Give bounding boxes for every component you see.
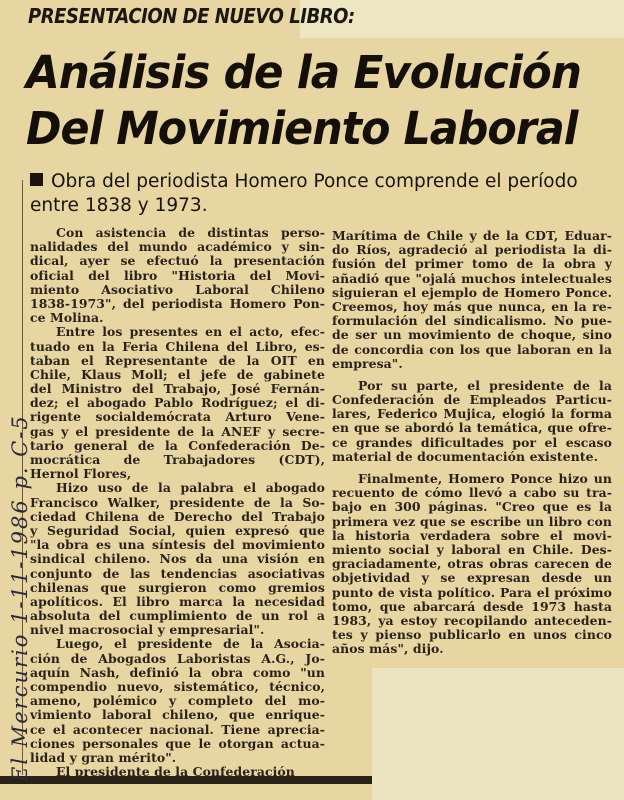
- text-line: "la obra es una síntesis del movimiento: [30, 538, 325, 553]
- text-line: dical, ayer se efectuó la presentación: [30, 254, 325, 269]
- text-line: tomo, que abarcará desde 1973 hasta: [332, 599, 612, 614]
- text-line: Chile, Klaus Moll; el jefe de gabinete: [30, 367, 325, 382]
- text-line: taban el Representante de la OIT en: [30, 353, 325, 368]
- text-line: Con asistencia de distintas perso-: [56, 226, 325, 240]
- text-line: ciedad Chilena de Derecho del Trabajo: [30, 509, 325, 524]
- article-paragraph: [332, 379, 612, 464]
- text-line: recuento de cómo llevó a cabo su tra-: [332, 486, 612, 501]
- text-line: gas y el presidente de la ANEF y secre-: [30, 424, 325, 439]
- text-line: ce grandes dificultades por el escaso: [332, 435, 612, 450]
- text-line: chilenas que surgieron como gremios: [30, 580, 325, 595]
- text-line: nivel macrosocial y empresarial".: [30, 623, 265, 638]
- text-line: miento Asociativo Laboral Chileno: [30, 282, 325, 297]
- article-paragraph: [332, 472, 612, 656]
- text-line: y Seguridad Social, quien expresó que: [30, 523, 325, 538]
- square-bullet-icon: [30, 173, 43, 186]
- text-line: ameno, polémico y completo del mo-: [30, 694, 325, 709]
- text-line: años más", dijo.: [332, 642, 444, 657]
- text-line: primera vez que se escribe un libro con: [332, 514, 612, 529]
- text-line: ce Molina.: [30, 311, 104, 326]
- blank-paper-area: [372, 668, 624, 800]
- headline-line-1: Análisis de la Evolución: [26, 46, 581, 99]
- text-line: tes y pienso publicarlo en unos cinco: [332, 628, 612, 643]
- text-line: 1983, ya estoy recopilando anteceden-: [332, 613, 612, 628]
- text-line: Francisco Walker, presidente de la So-: [30, 495, 325, 510]
- text-line: fusión del primer tomo de la obra y: [332, 257, 612, 272]
- text-line: tario general de la Confederación De-: [30, 438, 325, 453]
- text-line: punto de vista político. Para el próximo: [332, 585, 612, 600]
- text-line: compendio nuevo, sistemático, técnico,: [30, 680, 325, 694]
- text-line: lares, Federico Mujica, elogió la forma: [332, 407, 612, 422]
- text-line: Hernol Flores,: [30, 467, 132, 482]
- text-line: añadió que "ojalá muchos intelectuales: [332, 271, 612, 286]
- text-line: absoluta del cumplimiento de un rol a: [30, 609, 325, 624]
- text-line: sindical chileno. Nos da una visión en: [30, 552, 325, 567]
- text-line: objetividad y se expresan desde un: [332, 571, 612, 586]
- article-column-left: [30, 226, 325, 779]
- handwritten-annotation: El Mercurio 1-11-1986 p. C-5: [8, 414, 32, 782]
- text-line: rigente socialdemócrata Arturo Vene-: [30, 410, 325, 425]
- paragraph-gap: [332, 464, 612, 472]
- text-line: nalidades del mundo académico y sin-: [30, 240, 325, 255]
- text-line: conjunto de las tendencias asociativas: [30, 566, 325, 581]
- text-line: empresa".: [332, 356, 403, 371]
- text-line: ciones personales que le otorgan actua-: [30, 736, 325, 751]
- text-line: 1838-1973", del periodista Homero Pon-: [30, 296, 325, 311]
- text-line: El presidente de la Confederación: [56, 765, 295, 780]
- article-paragraph: [30, 765, 325, 779]
- article-paragraph: [30, 481, 325, 637]
- text-line: de concordia con los que laboran en la: [332, 342, 612, 357]
- text-line: do Ríos, agradeció al periodista la di-: [332, 243, 612, 258]
- text-line: del Ministro del Trabajo, José Fernán-: [30, 382, 325, 397]
- text-line: en que se abordó la temática, que ofre-: [332, 421, 612, 436]
- text-line: material de documentación existente.: [332, 449, 599, 464]
- paragraph-gap: [332, 371, 612, 379]
- text-line: mocrática de Trabajadores (CDT),: [30, 453, 325, 467]
- text-line: Confederación de Empleados Particu-: [332, 393, 612, 408]
- text-line: Marítima de Chile y de la CDT, Eduar-: [332, 229, 612, 243]
- text-line: graciadamente, otras obras carecen de: [332, 557, 612, 572]
- text-line: apolíticos. El libro marca la necesidad: [30, 594, 325, 609]
- text-line: Hizo uso de la palabra el abogado: [56, 481, 325, 496]
- subheadline: [30, 170, 610, 218]
- subheadline-text: Obra del periodista Homero Ponce comprende el período entre 1838 y 1973.: [30, 171, 578, 216]
- text-line: ce el acontecer nacional. Tiene aprecia-: [30, 722, 325, 737]
- headline-line-2: Del Movimiento Laboral: [26, 102, 578, 155]
- text-line: aquín Nash, definió la obra como "un: [30, 665, 325, 680]
- text-line: Creemos, hoy más que nunca, en la re-: [332, 299, 612, 314]
- article-paragraph: [30, 325, 325, 481]
- text-line: de ser un movimiento de choque, sino: [332, 328, 612, 343]
- kicker-heading: PRESENTACION DE NUEVO LIBRO:: [28, 4, 355, 28]
- article-paragraph: [30, 637, 325, 765]
- text-line: ción de Abogados Laboristas A.G., Jo-: [30, 651, 325, 666]
- text-line: Por su parte, el presidente de la: [358, 378, 612, 393]
- text-line: Entre los presentes en el acto, efec-: [56, 325, 325, 340]
- text-line: dez; el abogado Pablo Rodríguez; el di-: [30, 396, 325, 411]
- text-line: bajo en 300 páginas. "Creo que es la: [332, 500, 612, 515]
- text-line: oficial del libro "Historia del Movi-: [30, 268, 325, 283]
- article-paragraph: [332, 229, 612, 371]
- text-line: vimiento laboral chileno, que enrique-: [30, 708, 325, 723]
- article-column-right: [332, 229, 612, 656]
- text-line: Luego, el presidente de la Asocia-: [56, 637, 325, 652]
- text-line: lidad y gran mérito".: [30, 750, 177, 765]
- article-paragraph: [30, 226, 325, 325]
- text-line: la historia verdadera sobre el movi-: [332, 528, 612, 543]
- text-line: formulación del sindicalismo. No pue-: [332, 314, 612, 329]
- text-line: miento social y laboral en Chile. Des-: [332, 542, 612, 557]
- text-line: Finalmente, Homero Ponce hizo un: [358, 472, 612, 486]
- text-line: siguieran el ejemplo de Homero Ponce.: [332, 285, 612, 300]
- text-line: tuado en la Feria Chilena del Libro, es-: [30, 339, 325, 354]
